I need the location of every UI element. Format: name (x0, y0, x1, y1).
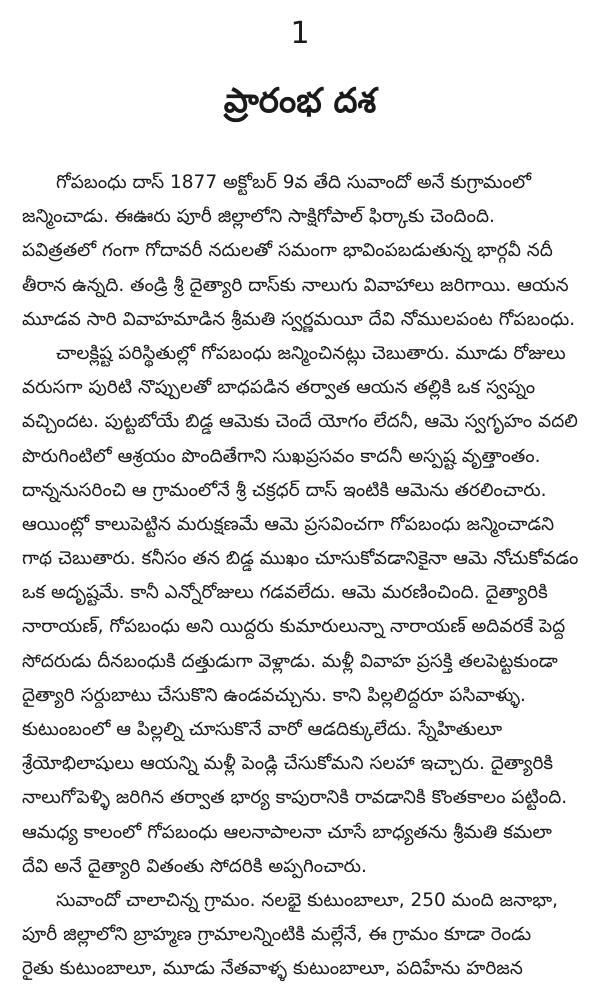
text-line: దైత్యారి సర్దుబాటు చేసుకొని ఉండవచ్చును. కాని పిల్లలిద్దరూ పసివాళ్ళు. (22, 684, 526, 706)
text-line: దేవి అనే దైత్యారి వితంతు సోదరికి అప్పగించారు. (22, 855, 367, 877)
text-line: జన్మించాడు. ఈఊరు పూరీ జిల్లాలోని సాక్షిగోపాల్ ఫిర్కాకు చెందింది. (22, 206, 495, 228)
text-line: నాలుగోపెళ్ళి జరిగిన తర్వాత భార్య కాపురానికి రావడానికి కొంతకాలం పట్టింది. (22, 787, 568, 809)
text-line: చాలక్లిష్ట పరిస్థితుల్లో గోపబంధు జన్మించినట్లు చెబుతారు. మూడు రోజులు (56, 342, 566, 364)
text-line: సువాందో చాలాచిన్న గ్రామం. నలభై కుటుంబాలూ, 250 మంది జనాభా, (56, 889, 559, 911)
chapter-title: ప్రారంభ దశ (223, 81, 377, 121)
text-line: శ్రేయోభిలాషులు ఆయన్ని మళ్లీ పెండ్లి చేసుకోమని సలహా ఇచ్చారు. దైత్యారికి (22, 753, 554, 775)
text-line: గాథ చెబుతారు. కనీసం తన బిడ్డ ముఖం చూసుకోవడానికైనా ఆమె నోచుకోవడం (22, 548, 579, 570)
text-line: పూరీ జిల్లాలోని బ్రాహ్మణ గ్రామాలన్నింటికి మల్లేనే, ఈ గ్రామం కూడా రెండు (22, 924, 532, 946)
text-line: గోపబంధు దాస్ 1877 అక్టోబర్ 9వ తేది సువాందో అనే కుగ్రామంలో (56, 172, 532, 193)
text-line: పవిత్రతలో గంగా గోదావరీ నదులతో సమంగా భావింపబడుతున్న భార్గవీ నదీ (22, 240, 553, 262)
text-line: సోదరుడు దీనబంధుకి దత్తుడుగా వెళ్లాడు. మళ్లీ వివాహ ప్రసక్తి తలపెట్టకుండా (22, 650, 558, 672)
chapter-number: 1 (290, 16, 310, 51)
text-line: నారాయణ్, గోపబంధు అని యిద్దరు కుమారులున్నా నారాయణ్ అదివరకే పెద్ద (22, 616, 566, 638)
text-line: ఒక అదృష్టమే. కానీ ఎన్నోరోజులు గడవలేదు. ఆమె మరణించింది. దైత్యారికి (22, 582, 548, 604)
body-text (22, 166, 590, 987)
text-line: పొరుగింటిలో ఆశ్రయం పొందితేగాని సుఖప్రసవం కాదనీ అస్పష్ట వృత్తాంతం. (22, 445, 541, 467)
text-line: రైతు కుటుంబాలూ, మూడు నేతవాళ్ళ కుటుంబాలూ, పదిహేను హరిజన (22, 958, 523, 980)
text-line: మూడవ సారి వివాహమాడిన శ్రీమతి స్వర్ణమయీ దేవి నోములపంట గోపబంధు. (22, 308, 576, 330)
text-line: ఆమధ్య కాలంలో గోపబంధు ఆలనాపాలనా చూసే బాధ్యతను శ్రీమతి కమలా (22, 821, 552, 843)
text-line: వచ్చిందట. పుట్టబోయే బిడ్డ ఆమెకు చెందే యోగం లేదనీ, ఆమె స్వగృహం వదలి (22, 411, 578, 433)
text-line: తీరాన ఉన్నది. తండ్రి శ్రీ దైత్యారి దాస్‌కు నాలుగు వివాహాలు జరిగాయి. ఆయన (22, 274, 569, 296)
text-line: కుటుంబంలో ఆ పిల్లల్ని చూసుకొనే వారో ఆడదిక్కులేదు. స్నేహితులూ (22, 719, 503, 740)
text-line: వరుసగా పురిటి నొప్పులతో బాధపడిన తర్వాత ఆయన తల్లికి ఒక స్వప్నం (22, 377, 536, 399)
text-line: ఆయింట్లో కాలుపెట్టిన మరుక్షణమే ఆమె ప్రసవించగా గోపబంధు జన్మించాడని (22, 513, 555, 535)
text-line: దాన్ననుసరించి ఆ గ్రామంలోనే శ్రీ చక్రధర్ దాస్ ఇంటికి ఆమెను తరలించారు. (22, 479, 547, 501)
